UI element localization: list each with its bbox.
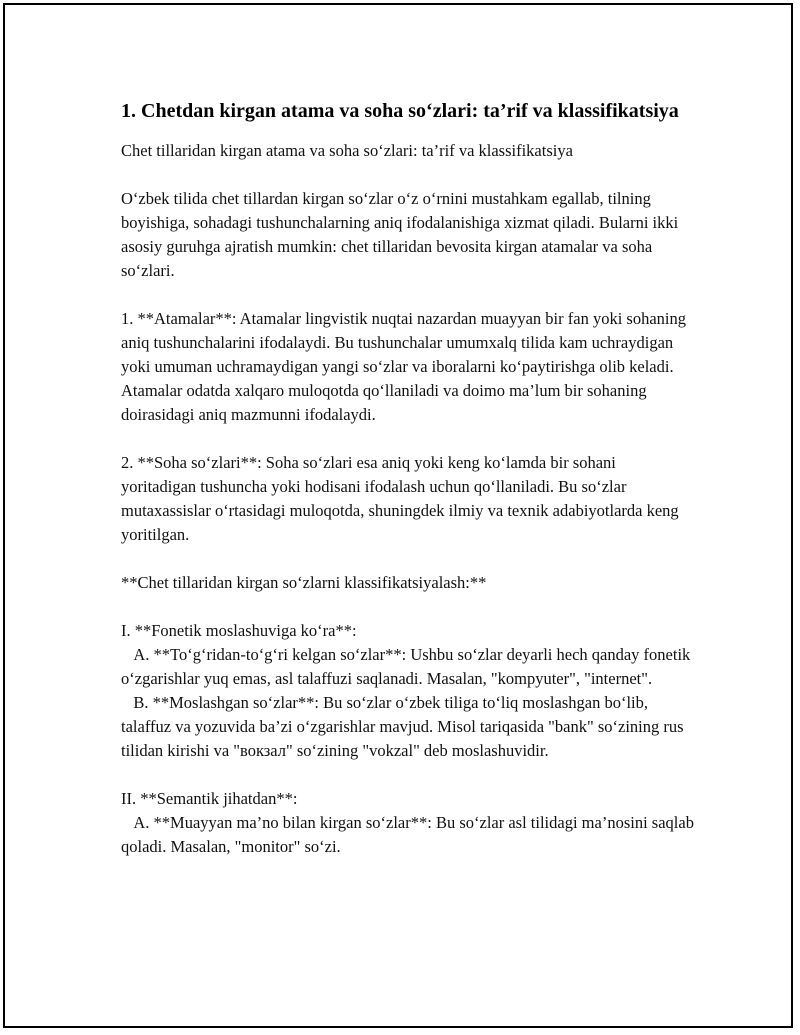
section-fonetik-moslashuv: I. **Fonetik moslashuviga ko‘ra**: A. **To‘g‘ridan-to‘g‘ri kelgan so‘zlar**: Ushbu so‘zlar deyarli hech qanday fonetik o‘zgarishlar yuq emas, asl talaffuzi saqlanadi. Masalan, "kompyuter", "internet". B. **Moslashgan so‘zlar**: Bu so‘zlar o‘zbek tiliga to‘liq moslashgan bo‘lib, talaffuz va yozuvida ba’zi o‘zgarishlar mavjud. Misol tariqasida "bank" so‘zining rus tilidan kirishi va "вокзал" so‘zining "vokzal" deb moslashuvidir.: [121, 621, 691, 760]
classification-heading: **Chet tillaridan kirgan so‘zlarni klassifikatsiyalash:**: [121, 573, 487, 592]
subtitle-paragraph: Chet tillaridan kirgan atama va soha so‘zlari: ta’rif va klassifikatsiya: [121, 141, 573, 160]
page-title: 1. Chetdan kirgan atama va soha so‘zlari: ta’rif va klassifikatsiya: [121, 100, 679, 122]
point-soha-sozlari-paragraph: 2. **Soha so‘zlari**: Soha so‘zlari esa aniq yoki keng ko‘lamda bir sohani yoritadigan tushuncha yoki hodisani ifodalash uchun qo‘llaniladi. Bu so‘zlar mutaxassislar o‘rtasidagi muloqotda, shuningdek ilmiy va texnik adabiyotlarda keng yoritilgan.: [121, 453, 683, 544]
intro-paragraph: O‘zbek tilida chet tillardan kirgan so‘zlar o‘z o‘rnini mustahkam egallab, tilning boyishiga, sohadagi tushunchalarning aniq ifodalanishiga xizmat qiladi. Bularni ikki asosiy guruhga ajratish mumkin: chet tillaridan bevosita kirgan atamalar va soha so‘zlari.: [121, 189, 683, 280]
section-semantik: II. **Semantik jihatdan**: A. **Muayyan ma’no bilan kirgan so‘zlar**: Bu so‘zlar asl tilidagi ma’nosini saqlab qoladi. Masalan, "monitor" so‘zi.: [121, 789, 694, 856]
document-body: [121, 97, 695, 859]
point-atamalar-paragraph: 1. **Atamalar**: Atamalar lingvistik nuqtai nazardan muayyan bir fan yoki sohaning aniq tushunchalarini ifodalaydi. Bu tushunchalar umumxalq tilida kam uchraydigan yoki umuman uchramaydigan yangi so‘zlar va iboralarni ko‘paytirishga olib keladi. Atamalar odatda xalqaro muloqotda qo‘llaniladi va doimo ma’lum bir sohaning doirasidagi aniq mazmunni ifodalaydi.: [121, 309, 691, 424]
document-page: [3, 3, 793, 1028]
